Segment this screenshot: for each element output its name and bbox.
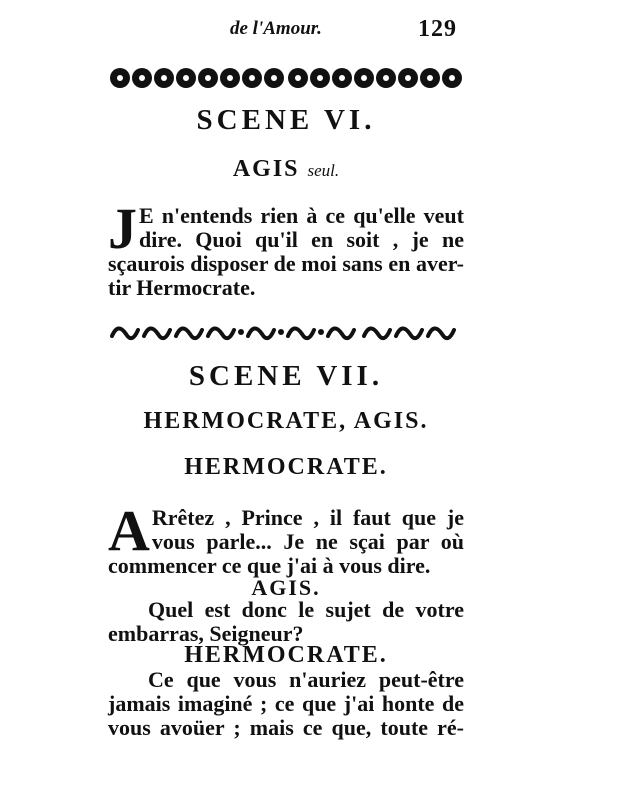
speaker-agis: AGIS. bbox=[251, 575, 321, 600]
text-line: Quel est donc le sujet de votre bbox=[148, 597, 464, 622]
hermocrate-speech-2 bbox=[108, 668, 464, 740]
scene-6-title: SCENE VI. bbox=[196, 104, 376, 136]
text-line: commencer ce que j'ai à vous dire. bbox=[108, 553, 431, 578]
drop-cap: J bbox=[108, 196, 137, 261]
text-line: tir Hermocrate. bbox=[108, 275, 256, 300]
text-line: jamais imaginé ; ce que j'ai honte de bbox=[108, 691, 464, 716]
scene-7-title: SCENE VII. bbox=[188, 360, 384, 392]
running-head: de l'Amour. bbox=[230, 18, 322, 39]
text-line: dire. Quoi qu'il en soit , je ne bbox=[139, 227, 464, 252]
text-line: vous avoüer ; mais ce que, toute ré- bbox=[108, 715, 464, 740]
speaker-hermocrate: HERMOCRATE. bbox=[184, 454, 388, 480]
text-line: Ce que vous n'auriez peut-être bbox=[148, 667, 464, 692]
text-line: E n'entends rien à ce qu'elle veut bbox=[139, 203, 464, 228]
scene-6-monologue bbox=[108, 196, 464, 300]
page-number: 129 bbox=[418, 16, 457, 42]
stage-direction: seul. bbox=[307, 161, 340, 180]
text-line: Rrêtez , Prince , il faut que je bbox=[151, 505, 464, 530]
text-line: vous parle... Je ne sçai par où bbox=[151, 529, 464, 554]
agis-speech bbox=[108, 598, 464, 646]
text-line: embarras, Seigneur? bbox=[108, 621, 304, 646]
scene-7-characters: HERMOCRATE, AGIS. bbox=[143, 408, 429, 434]
scene-6-speaker bbox=[108, 156, 464, 183]
text-line: sçaurois disposer de moi sans en aver- bbox=[108, 251, 464, 276]
floral-ornament-band bbox=[108, 64, 464, 92]
speaker-hermocrate-2: HERMOCRATE. bbox=[184, 642, 388, 668]
scroll-ornament-band bbox=[108, 318, 464, 346]
drop-cap: A bbox=[108, 498, 150, 563]
hermocrate-speech-1 bbox=[108, 498, 464, 578]
speaker-name: AGIS bbox=[232, 156, 300, 182]
